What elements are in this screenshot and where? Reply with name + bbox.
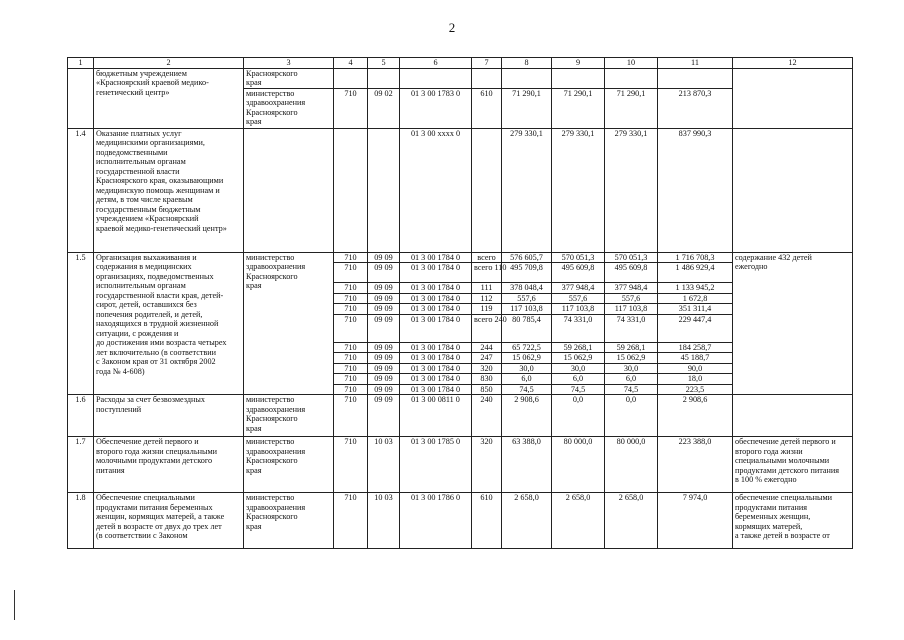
cell-value: 09 09 <box>368 263 400 283</box>
cell-value: 557,6 <box>502 293 552 304</box>
cell-value: 01 3 00 1784 0 <box>400 363 472 374</box>
cell-value: 837 990,3 <box>658 128 733 252</box>
cell-value: 710 <box>334 293 368 304</box>
cell-value: 15 062,9 <box>552 353 605 364</box>
cell-result: обеспечение детей первого и второго года жизни специальными молочными продуктами детского питания в 100 % ежегодно <box>733 437 853 493</box>
cell-value: всего <box>472 252 502 263</box>
cell-description: Обеспечение детей первого и второго года жизни специальными молочными продуктами детского питания <box>94 437 244 493</box>
cell-value: 7 974,0 <box>658 493 733 549</box>
cell-value: 117 103,8 <box>502 304 552 315</box>
cell-description: Расходы за счет безвозмездных поступлений <box>94 395 244 437</box>
cell-value: 710 <box>334 384 368 395</box>
column-header: 1 <box>68 58 94 69</box>
cell-value: 2 908,6 <box>502 395 552 437</box>
cell-value: 119 <box>472 304 502 315</box>
cell-value: 6,0 <box>502 374 552 385</box>
cell-value: 377 948,4 <box>605 283 658 294</box>
cell-value: 01 3 00 0811 0 <box>400 395 472 437</box>
cell-value: 710 <box>334 395 368 437</box>
cell-value: 09 09 <box>368 353 400 364</box>
table-row <box>68 68 853 88</box>
cell-description: Оказание платных услуг медицинскими организациями, подведомственными исполнительным органам государственной власти Красноярского края, оказывающими медицинскую помощь женщинам и детям, в том числе краевым государственным бюджетным учреждением «Красноярский краевой медико-генетический центр» <box>94 128 244 252</box>
cell-agency: министерство здравоохранения Красноярского края <box>244 437 334 493</box>
cell-value: 710 <box>334 353 368 364</box>
cell-value: 01 3 00 1784 0 <box>400 263 472 283</box>
cell-value: 495 609,8 <box>552 263 605 283</box>
cell-value: 01 3 00 xxxx 0 <box>400 128 472 252</box>
cell-value: 850 <box>472 384 502 395</box>
cell-value: 710 <box>334 314 368 342</box>
cell-value: 74 331,0 <box>552 314 605 342</box>
cell-value: 495 609,8 <box>605 263 658 283</box>
cell-value: 01 3 00 1784 0 <box>400 384 472 395</box>
cell-value: 01 3 00 1784 0 <box>400 304 472 315</box>
cell-value: 71 290,1 <box>502 88 552 128</box>
cell-value: 557,6 <box>552 293 605 304</box>
cell-value: 01 3 00 1784 0 <box>400 283 472 294</box>
table-row <box>68 493 853 549</box>
cell-value: 09 09 <box>368 314 400 342</box>
cell-value: 117 103,8 <box>605 304 658 315</box>
cell-value: 09 09 <box>368 374 400 385</box>
cell-value: 2 658,0 <box>605 493 658 549</box>
table-row <box>68 252 853 263</box>
column-header: 10 <box>605 58 658 69</box>
table-row <box>68 437 853 493</box>
cell-value: 09 09 <box>368 293 400 304</box>
cell-value: 0,0 <box>605 395 658 437</box>
column-header: 11 <box>658 58 733 69</box>
cell-value: 2 908,6 <box>658 395 733 437</box>
cell-value: 279 330,1 <box>552 128 605 252</box>
cell-value: 01 3 00 1783 0 <box>400 88 472 128</box>
cell-value: 111 <box>472 283 502 294</box>
column-header: 3 <box>244 58 334 69</box>
cell-value: 710 <box>334 363 368 374</box>
cell-value: 610 <box>472 493 502 549</box>
cell-value: 710 <box>334 263 368 283</box>
cell-description: бюджетным учреждением «Красноярский краевой медико- генетический центр» <box>94 68 244 128</box>
cell-value: 240 <box>472 395 502 437</box>
cell-value: 09 09 <box>368 342 400 353</box>
cell-value: 0,0 <box>552 395 605 437</box>
cell-value: 63 388,0 <box>502 437 552 493</box>
cell-value: 74,5 <box>605 384 658 395</box>
cell-value: 247 <box>472 353 502 364</box>
cell-agency: министерство здравоохранения Красноярского края <box>244 252 334 395</box>
cell-description: Организация выхаживания и содержания в медицинских организациях, подведомственных исполнительным органам государственной власти края, детей- сирот, детей, оставшихся без попечения родителей, и детей, находящихся в трудной жизненной ситуации, с рождения и до достижения ими возраста четырех лет включительно (в соответствии с Законом края от 31 октября 2002 года № 4-608) <box>94 252 244 395</box>
cell-value: 2 658,0 <box>502 493 552 549</box>
cell-value: 710 <box>334 437 368 493</box>
cell-value: 09 02 <box>368 88 400 128</box>
cell-value: 213 870,3 <box>658 88 733 128</box>
margin-mark <box>14 590 15 620</box>
cell-value: 74 331,0 <box>605 314 658 342</box>
cell-value: 45 188,7 <box>658 353 733 364</box>
column-header: 6 <box>400 58 472 69</box>
cell-value: 15 062,9 <box>605 353 658 364</box>
cell-number: 1.4 <box>68 128 94 252</box>
cell-value: 01 3 00 1784 0 <box>400 342 472 353</box>
cell-value: 710 <box>334 88 368 128</box>
cell-value: 112 <box>472 293 502 304</box>
cell-value: 80 000,0 <box>552 437 605 493</box>
page-number: 2 <box>448 20 456 35</box>
cell-value: 6,0 <box>552 374 605 385</box>
cell-value: 830 <box>472 374 502 385</box>
column-header: 12 <box>733 58 853 69</box>
cell-value: всего 240 <box>472 314 502 342</box>
cell-value: 59 268,1 <box>552 342 605 353</box>
budget-table <box>67 57 853 549</box>
cell-value: 279 330,1 <box>502 128 552 252</box>
column-header: 4 <box>334 58 368 69</box>
cell-value: 18,0 <box>658 374 733 385</box>
cell-value: 01 3 00 1784 0 <box>400 293 472 304</box>
column-header: 2 <box>94 58 244 69</box>
cell-value: 2 658,0 <box>552 493 605 549</box>
cell-value: 01 3 00 1786 0 <box>400 493 472 549</box>
cell-agency: Красноярского края <box>244 68 334 88</box>
cell-value: всего 110 <box>472 263 502 283</box>
cell-value: 09 09 <box>368 395 400 437</box>
cell-value: 570 051,3 <box>605 252 658 263</box>
cell-result: содержание 432 детей ежегодно <box>733 252 853 395</box>
cell-value: 117 103,8 <box>552 304 605 315</box>
cell-value: 09 09 <box>368 363 400 374</box>
cell-value: 1 716 708,3 <box>658 252 733 263</box>
column-header: 7 <box>472 58 502 69</box>
cell-value: 71 290,1 <box>552 88 605 128</box>
cell-value: 1 486 929,4 <box>658 263 733 283</box>
cell-value: 80 000,0 <box>605 437 658 493</box>
column-header-row <box>68 58 853 69</box>
cell-value: 710 <box>334 304 368 315</box>
cell-value: 09 09 <box>368 283 400 294</box>
cell-value: 6,0 <box>605 374 658 385</box>
column-header: 9 <box>552 58 605 69</box>
cell-number: 1.8 <box>68 493 94 549</box>
cell-value: 10 03 <box>368 437 400 493</box>
cell-value: 01 3 00 1785 0 <box>400 437 472 493</box>
cell-value: 65 722,5 <box>502 342 552 353</box>
cell-value: 1 672,8 <box>658 293 733 304</box>
cell-value: 30,0 <box>552 363 605 374</box>
cell-value: 229 447,4 <box>658 314 733 342</box>
cell-value: 320 <box>472 437 502 493</box>
cell-value: 557,6 <box>605 293 658 304</box>
cell-value: 1 133 945,2 <box>658 283 733 294</box>
cell-value: 710 <box>334 252 368 263</box>
cell-value: 570 051,3 <box>552 252 605 263</box>
cell-value: 01 3 00 1784 0 <box>400 374 472 385</box>
cell-value: 610 <box>472 88 502 128</box>
column-header: 5 <box>368 58 400 69</box>
cell-value: 244 <box>472 342 502 353</box>
cell-value: 30,0 <box>605 363 658 374</box>
cell-value: 71 290,1 <box>605 88 658 128</box>
cell-value: 09 09 <box>368 252 400 263</box>
cell-value: 378 048,4 <box>502 283 552 294</box>
cell-result: обеспечение специальными продуктами питания беременных женщин, кормящих матерей, а также детей в возрасте от <box>733 493 853 549</box>
cell-value: 320 <box>472 363 502 374</box>
cell-value: 01 3 00 1784 0 <box>400 353 472 364</box>
cell-value: 09 09 <box>368 304 400 315</box>
cell-value: 351 311,4 <box>658 304 733 315</box>
cell-value: 710 <box>334 374 368 385</box>
cell-value: 09 09 <box>368 384 400 395</box>
table-row <box>68 128 853 252</box>
cell-number: 1.6 <box>68 395 94 437</box>
cell-value: 710 <box>334 493 368 549</box>
cell-value: 223,5 <box>658 384 733 395</box>
cell-value: 15 062,9 <box>502 353 552 364</box>
cell-value: 74,5 <box>502 384 552 395</box>
cell-number: 1.5 <box>68 252 94 395</box>
cell-value: 01 3 00 1784 0 <box>400 314 472 342</box>
cell-value: 01 3 00 1784 0 <box>400 252 472 263</box>
cell-value: 279 330,1 <box>605 128 658 252</box>
cell-value: 74,5 <box>552 384 605 395</box>
cell-value: 576 605,7 <box>502 252 552 263</box>
cell-value: 30,0 <box>502 363 552 374</box>
cell-value: 90,0 <box>658 363 733 374</box>
cell-value: 59 268,1 <box>605 342 658 353</box>
column-header: 8 <box>502 58 552 69</box>
cell-value: 184 258,7 <box>658 342 733 353</box>
cell-description: Обеспечение специальными продуктами питания беременных женщин, кормящих матерей, а также детей в возрасте от двух до трех лет (в соответствии с Законом <box>94 493 244 549</box>
cell-agency: министерство здравоохранения Красноярского края <box>244 493 334 549</box>
cell-value: 223 388,0 <box>658 437 733 493</box>
cell-value: 495 709,8 <box>502 263 552 283</box>
table-row <box>68 395 853 437</box>
cell-value: 710 <box>334 283 368 294</box>
cell-agency: министерство здравоохранения Красноярского края <box>244 88 334 128</box>
cell-value: 710 <box>334 342 368 353</box>
cell-value: 80 785,4 <box>502 314 552 342</box>
cell-number: 1.7 <box>68 437 94 493</box>
cell-value: 377 948,4 <box>552 283 605 294</box>
cell-agency: министерство здравоохранения Красноярского края <box>244 395 334 437</box>
cell-value: 10 03 <box>368 493 400 549</box>
